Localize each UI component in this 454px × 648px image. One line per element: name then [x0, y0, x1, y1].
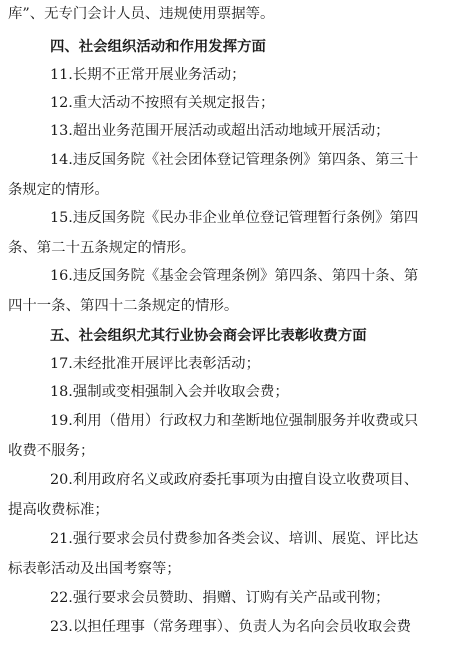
list-item-12: 12.重大活动不按照有关规定报告； — [50, 95, 275, 111]
list-item-15: 15.违反国务院《民办非企业单位登记管理暂行条例》第四 — [50, 210, 419, 226]
list-item-19: 19.利用（借用）行政权力和垄断地位强制服务并收费或只 — [50, 413, 419, 429]
list-item-21-cont: 标表彰活动及出国考察等； — [8, 561, 181, 577]
list-item-19-cont: 收费不服务； — [8, 443, 95, 459]
list-item-23: 23.以担任理事（常务理事）、负责人为名向会员收取会费 — [50, 619, 412, 635]
section-heading-4: 四、社会组织活动和作用发挥方面 — [50, 39, 266, 55]
text-line-1: 库”、无专门会计人员、违规使用票据等。 — [8, 6, 275, 22]
list-item-14-cont: 条规定的情形。 — [8, 182, 109, 198]
list-item-21: 21.强行要求会员付费参加各类会议、培训、展览、评比达 — [50, 531, 419, 547]
list-item-20-cont: 提高收费标准； — [8, 502, 109, 518]
list-item-16-cont: 四十一条、第四十二条规定的情形。 — [8, 298, 239, 314]
list-item-17: 17.未经批准开展评比表彰活动； — [50, 356, 260, 372]
section-heading-5: 五、社会组织尤其行业协会商会评比表彰收费方面 — [50, 328, 367, 344]
list-item-16: 16.违反国务院《基金会管理条例》第四条、第四十条、第 — [50, 268, 419, 284]
list-item-22: 22.强行要求会员赞助、捐赠、订购有关产品或刊物； — [50, 590, 390, 606]
list-item-13: 13.超出业务范围开展活动或超出活动地域开展活动； — [50, 123, 390, 139]
list-item-11: 11.长期不正常开展业务活动； — [50, 67, 246, 83]
list-item-18: 18.强制或变相强制入会并收取会费； — [50, 384, 289, 400]
list-item-20: 20.利用政府名义或政府委托事项为由擅自设立收费项目、 — [50, 472, 419, 488]
list-item-15-cont: 条、第二十五条规定的情形。 — [8, 240, 196, 256]
list-item-14: 14.违反国务院《社会团体登记管理条例》第四条、第三十 — [50, 152, 419, 168]
